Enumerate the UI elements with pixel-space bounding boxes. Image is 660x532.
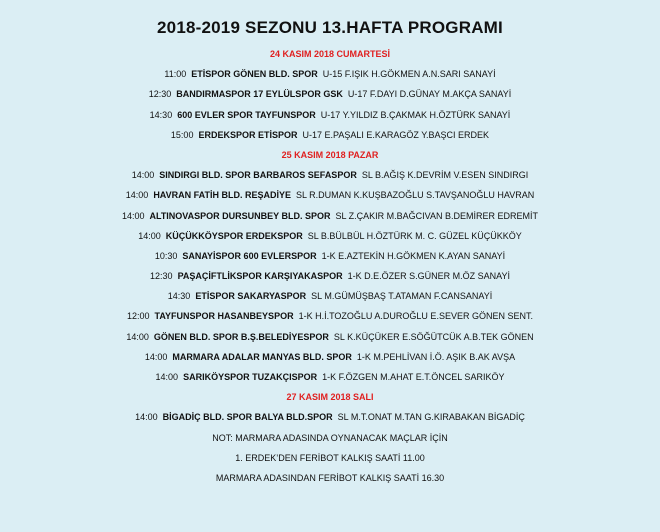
match-time: 12:30 <box>148 89 172 100</box>
match-teams: TAYFUNSPOR HASANBEYSPOR <box>154 311 294 322</box>
match-details: SL R.DUMAN K.KUŞBAZOĞLU S.TAVŞANOĞLU HAVRAN <box>295 190 535 201</box>
date-heading: 25 KASIM 2018 PAZAR <box>281 149 379 160</box>
match-row <box>0 266 660 286</box>
match-teams: ETİSPOR SAKARYASPOR <box>195 291 307 302</box>
match-time: 14:30 <box>149 109 173 120</box>
match-time: 11:00 <box>164 69 187 80</box>
match-row <box>0 105 660 125</box>
match-teams: ERDEKSPOR ETİSPOR <box>198 129 298 140</box>
match-teams: SINDIRGI BLD. SPOR BARBAROS SEFASPOR <box>159 170 357 181</box>
note-line: NOT: MARMARA ADASINDA OYNANACAK MAÇLAR İÇİN <box>212 432 448 443</box>
match-teams: GÖNEN BLD. SPOR B.Ş.BELEDİYESPOR <box>153 331 329 342</box>
match-details: 1-K E.AZTEKİN H.GÖKMEN K.AYAN SANAYİ <box>321 250 506 261</box>
match-details: U-15 F.IŞIK H.GÖKMEN A.N.SARI SANAYİ <box>322 69 496 80</box>
match-time: 14:00 <box>138 230 161 241</box>
match-time: 14:00 <box>155 372 179 382</box>
match-details: SL M.GÜMÜŞBAŞ T.ATAMAN F.CANSANAYİ <box>311 291 493 302</box>
match-teams: BİGADİÇ BLD. SPOR BALYA BLD.SPOR <box>162 412 333 423</box>
date-heading: 24 KASIM 2018 CUMARTESİ <box>269 49 391 59</box>
match-row <box>0 125 660 145</box>
match-details: SL B.BÜLBÜL H.ÖZTÜRK M. C. GÜZEL KÜÇÜKKÖY <box>307 230 522 241</box>
match-details: SL M.T.ONAT M.TAN G.KIRABAKAN BİGADİÇ <box>337 412 525 423</box>
match-time: 14:00 <box>144 351 168 362</box>
match-row <box>0 407 660 427</box>
match-teams: ALTINOVASPOR DURSUNBEY BLD. SPOR <box>149 210 331 221</box>
match-time: 14:00 <box>135 412 158 423</box>
match-row <box>0 226 660 246</box>
match-time: 14:00 <box>126 331 149 342</box>
match-details: 1-K F.ÖZGEN M.AHAT E.T.ÖNCEL SARIKÖY <box>322 372 505 382</box>
match-teams: ETİSPOR GÖNEN BLD. SPOR <box>191 69 318 80</box>
match-details: SL Z.ÇAKIR M.BAĞCIVAN B.DEMİRER EDREMİT <box>335 210 539 221</box>
match-teams: HAVRAN FATİH BLD. REŞADİYE <box>153 190 291 201</box>
match-time: 14:00 <box>131 170 155 181</box>
match-teams: SANAYİSPOR 600 EVLERSPOR <box>182 250 317 261</box>
match-row <box>0 246 660 266</box>
match-teams: BANDIRMASPOR 17 EYLÜLSPOR GSK <box>176 89 343 100</box>
match-row <box>0 306 660 326</box>
match-teams: PAŞAÇİFTLİKSPOR KARŞIYAKASPOR <box>177 271 343 282</box>
match-row <box>0 185 660 205</box>
match-details: 1-K D.E.ÖZER S.GÜNER M.ÖZ SANAYİ <box>347 271 510 282</box>
match-time: 12:00 <box>127 311 150 322</box>
match-row <box>0 206 660 226</box>
match-row <box>0 84 660 104</box>
page-title: 2018-2019 SEZONU 13.HAFTA PROGRAMI <box>157 18 503 37</box>
match-teams: SARIKÖYSPOR TUZAKÇISPOR <box>183 372 318 382</box>
match-time: 14:00 <box>125 190 149 201</box>
match-row <box>0 327 660 347</box>
match-details: U-17 F.DAYI D.GÜNAY M.AKÇA SANAYİ <box>347 89 512 100</box>
match-row <box>0 165 660 185</box>
match-details: SL K.KÜÇÜKER E.SÖĞÜTCÜK A.B.TEK GÖNEN <box>333 331 534 342</box>
match-details: SL B.AĞIŞ K.DEVRİM V.ESEN SINDIRGI <box>361 170 529 181</box>
match-time: 12:30 <box>150 271 173 282</box>
match-teams: KÜÇÜKKÖYSPOR ERDEKSPOR <box>165 230 303 241</box>
match-time: 14:30 <box>167 291 191 302</box>
match-details: 1-K M.PEHLİVAN İ.Ö. AŞIK B.AK AVŞA <box>356 351 516 362</box>
note-line: 1. ERDEK’DEN FERİBOT KALKIŞ SAATİ 11.00 <box>235 452 425 463</box>
match-time: 10:30 <box>154 250 178 261</box>
match-details: 1-K H.İ.TOZOĞLU A.DUROĞLU E.SEVER GÖNEN SENT. <box>298 311 533 322</box>
schedule-lines <box>0 44 660 488</box>
note-line: MARMARA ADASINDAN FERİBOT KALKIŞ SAATİ 16.30 <box>215 472 445 483</box>
match-row <box>0 367 660 387</box>
match-row <box>0 347 660 367</box>
match-details: U-17 Y.YILDIZ B.ÇAKMAK H.ÖZTÜRK SANAYİ <box>320 109 511 120</box>
match-teams: MARMARA ADALAR MANYAS BLD. SPOR <box>172 351 352 362</box>
date-heading: 27 KASIM 2018 SALI <box>286 392 374 403</box>
match-row <box>0 286 660 306</box>
match-row <box>0 64 660 84</box>
match-teams: 600 EVLER SPOR TAYFUNSPOR <box>177 109 316 120</box>
match-time: 15:00 <box>170 129 194 140</box>
match-time: 14:00 <box>121 210 145 221</box>
match-details: U-17 E.PAŞALI E.KARAGÖZ Y.BAŞCI ERDEK <box>302 129 490 140</box>
